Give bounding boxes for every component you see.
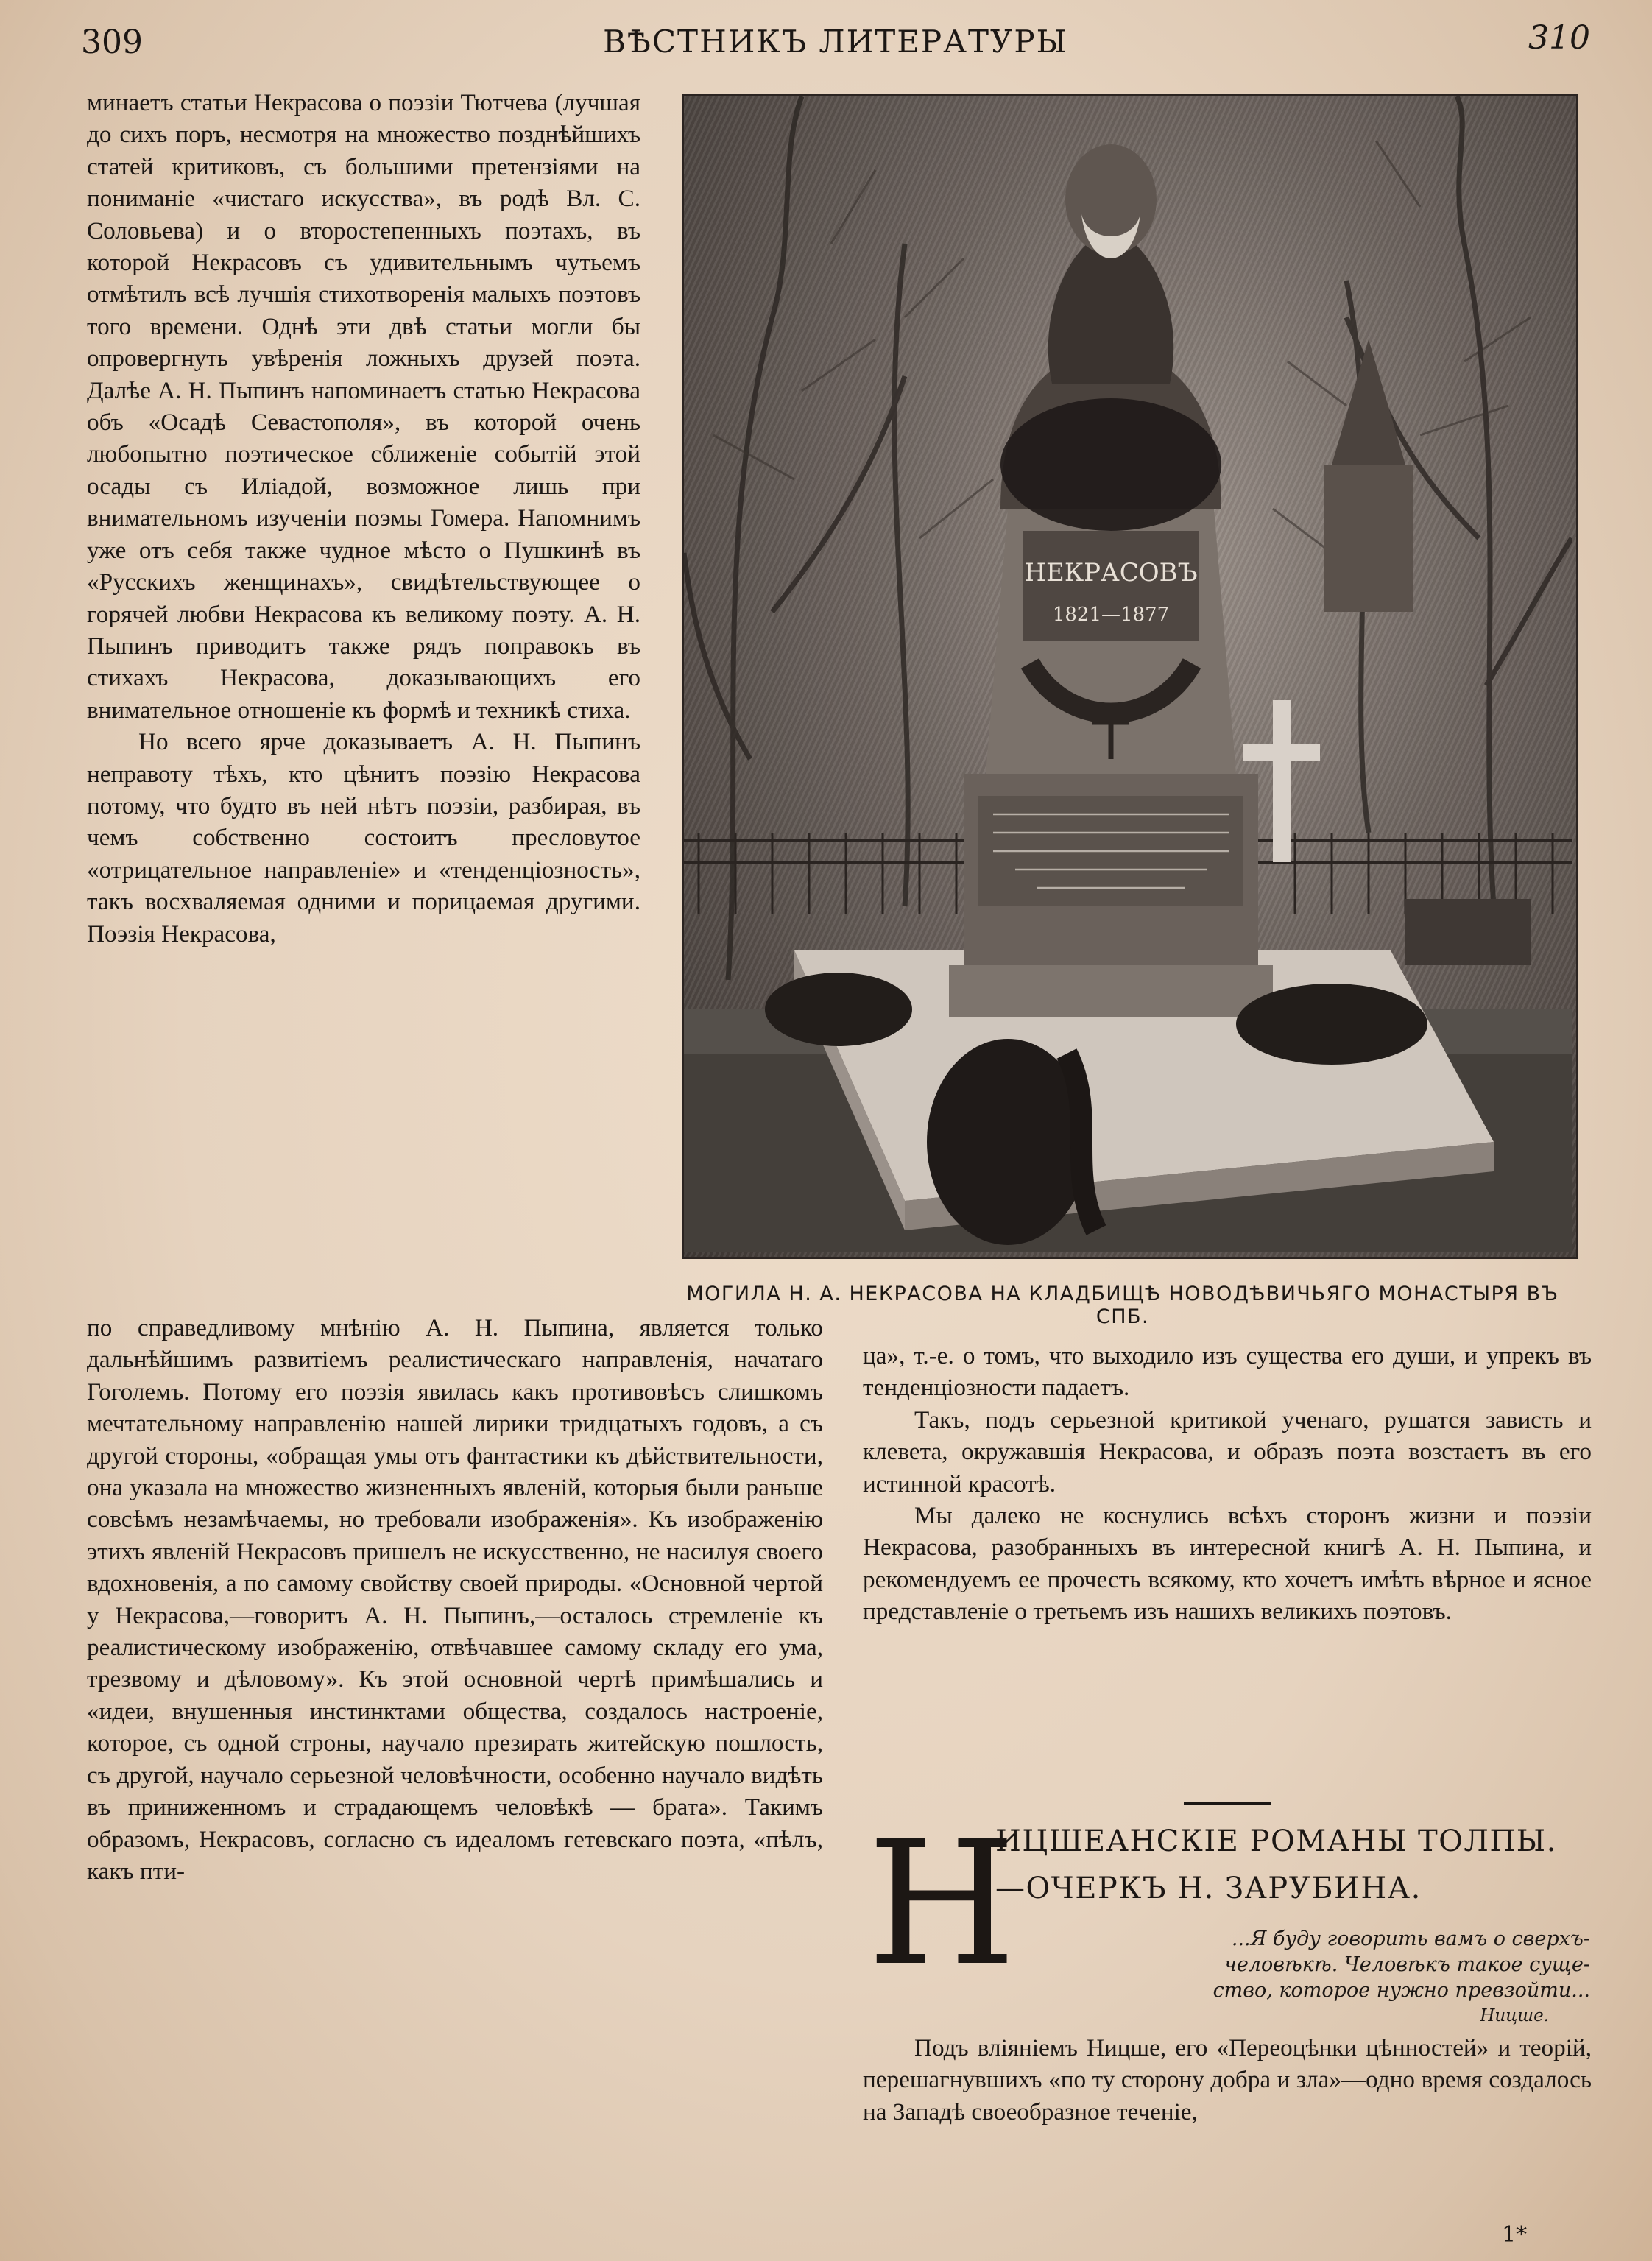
paragraph: Подъ вліяніемъ Ницше, его «Переоцѣнки цѣнностей» и теорій, перешагнувшихъ «по ту сторону добра и зла»—одно время создалось на Западѣ своеобразное теченіе, (863, 2034, 1592, 2126)
section-divider (1184, 1802, 1271, 1805)
top-left-column (87, 87, 640, 950)
epigraph (1148, 1926, 1590, 2029)
epigraph-line: ство, которое нужно превзойти... (1212, 1979, 1590, 2002)
running-title: ВѢСТНИКЪ ЛИТЕРАТУРЫ (603, 24, 1068, 60)
article-title-line-2: —ОЧЕРКЪ Н. ЗАРУБИНА. (995, 1872, 1422, 1905)
page-number-right: 310 (1528, 19, 1590, 57)
bottom-right-column (863, 1340, 1592, 1628)
paragraph: Но всего ярче доказываетъ А. Н. Пыпинъ неправоту тѣхъ, кто цѣнитъ поэзію Некрасова потому, что будто въ ней нѣтъ поэзіи, разбирая, въ чемъ собственно состоитъ пресловутое «отрицательное направленіе» и «тенденціозность», такъ восхваляемая одними и порицаемая другими. Поэзія Некрасова, (87, 728, 640, 948)
grave-photograph (682, 94, 1578, 1259)
paragraph: ца», т.-е. о томъ, что выходило изъ существа его души, и упрекъ въ тенденціозности падаетъ. (863, 1342, 1592, 1402)
grave-illustration (684, 96, 1572, 1252)
monument-dates: 1821—1877 (1052, 604, 1170, 626)
paragraph: минаетъ статьи Некрасова о поэзіи Тютчева (лучшая до сихъ поръ, несмотря на множество позднѣйшихъ статей критиковъ, съ большими претензіями на пониманіе «чистаго искусства», въ родѣ Вл. С. Соловьева) и о второстепенныхъ поэтахъ, въ которой Некрасовъ съ удивительнымъ чутьемъ отмѣтилъ всѣ лучшія стихотворенія малыхъ поэтовъ того времени. Однѣ эти двѣ статьи могли бы опровергнуть увѣренія ложныхъ друзей поэта. Далѣе А. Н. Пыпинъ напоминаетъ статью Некрасова объ «Осадѣ Севастополя», въ которой очень любопытно поэтическое сближеніе событій этой осады съ Иліадой, возможное лишь при внимательномъ изученіи поэмы Гомера. Напомнимъ уже отъ себя также чудное мѣсто о Пушкинѣ въ «Русскихъ женщинахъ», свидѣтельствующее о горячей любви Некрасова къ великому поэту. А. Н. Пыпинъ приводитъ также рядъ поправокъ въ стихахъ Некрасова, доказывающихъ его внимательное отношеніе къ формѣ и техникѣ стиха. (87, 89, 640, 724)
bottom-left-column (87, 1312, 823, 1887)
paragraph: Такъ, подъ серьезной критикой ученаго, рушатся зависть и клевета, окружавшія Некрасова, и образъ поэта возстаетъ въ его истинной красотѣ. (863, 1405, 1592, 1498)
epigraph-signature: Ницше. (1480, 2006, 1549, 2025)
page-number-left: 309 (81, 24, 143, 61)
article-body (863, 2032, 1592, 2128)
epigraph-line: ...Я буду говорить вамъ о сверхъ- (1231, 1927, 1590, 1950)
epigraph-line: человѣкѣ. Человѣкъ такое суще- (1224, 1953, 1590, 1976)
paragraph: Мы далеко не коснулись всѣхъ сторонъ жизни и поэзіи Некрасова, разобранныхъ въ интересной книгѣ А. Н. Пыпина, и рекомендуемъ ее прочесть всякому, кто хочетъ имѣть вѣрное и ясное представленіе о третьемъ изъ нашихъ великихъ поэтовъ. (863, 1502, 1592, 1626)
photo-caption: МОГИЛА Н. А. НЕКРАСОВА НА КЛАДБИЩѢ НОВОДѢВИЧЬЯГО МОНАСТЫРЯ ВЪ СПБ. (686, 1283, 1559, 1328)
monument-name: НЕКРАСОВЪ (1024, 558, 1198, 588)
running-header (81, 16, 1590, 68)
signature-mark: 1* (1502, 2222, 1528, 2248)
drop-cap: Н (867, 1805, 1017, 2003)
paragraph: по справедливому мнѣнію А. Н. Пыпина, является только дальнѣйшимъ развитіемъ реалистическаго направленія, начатаго Гоголемъ. Потому его поэзія явилась какъ противовѣсъ слишкомъ мечтательному направленію нашей лирики тридцатыхъ годовъ, а съ другой стороны, «обращая умы отъ фантастики къ дѣйствительности, она указала на множество жизненныхъ явленій, которыя были раньше совсѣмъ незамѣчаемы, но требовали изображенія». Къ изображенію этихъ явленій Некрасовъ пришелъ не искусственно, не насилуя своего вдохновенія, а по самому свойству своей природы. «Основной чертой у Некрасова,—говоритъ А. Н. Пыпинъ,—осталось стремленіе къ реалистическому изображенію, отвѣчавшее самому складу его ума, трезвому и дѣловому». Къ этой основной чертѣ примѣшались и «идеи, внушенныя инстинктами общества, создалось настроеніе, которое, съ одной строны, научало презирать житейскую пошлость, съ другой, научало серьезной человѣчности, особенно научало видѣть въ приниженномъ и страдающемъ человѣкѣ — брата». Такимъ образомъ, Некрасовъ, согласно съ идеаломъ гетевскаго поэта, «пѣлъ, какъ пти- (87, 1314, 823, 1885)
epigraph-text (1148, 1926, 1590, 2003)
article-title-line-1: ИЦШЕАНСКІЕ РОМАНЫ ТОЛПЫ. (995, 1824, 1557, 1858)
